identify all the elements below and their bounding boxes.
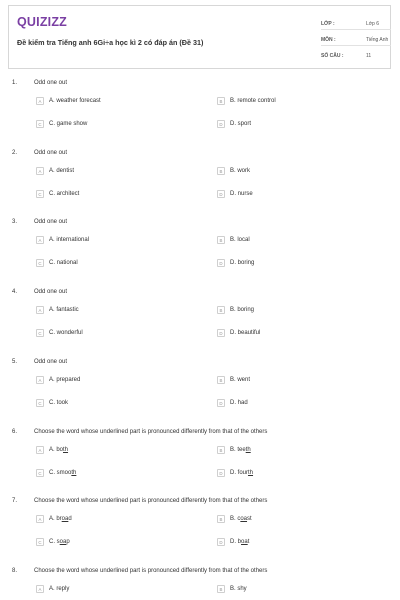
question-item bbox=[0, 359, 400, 429]
option-text bbox=[230, 447, 251, 453]
meta-label: SỐ CÂU : bbox=[321, 53, 344, 59]
option-text-part: C. game show bbox=[49, 121, 88, 127]
quizizz-logo: QUIZIZZ bbox=[17, 15, 68, 29]
option-text-part: C. smoo bbox=[49, 470, 72, 476]
question-number: 3. bbox=[12, 219, 18, 225]
option-letter-box[interactable]: A bbox=[36, 376, 44, 384]
option-text bbox=[49, 237, 89, 243]
option-text bbox=[230, 121, 251, 127]
option-text-part: A. dentist bbox=[49, 168, 75, 174]
option-text bbox=[230, 260, 254, 266]
option-letter-box[interactable]: B bbox=[217, 306, 225, 314]
option-text-part: p bbox=[66, 539, 70, 545]
underlined-part: oa bbox=[59, 539, 67, 545]
meta-divider bbox=[321, 45, 391, 46]
meta-divider bbox=[321, 29, 391, 30]
option-letter-box[interactable]: B bbox=[217, 97, 225, 105]
underlined-part: th bbox=[71, 470, 77, 476]
option-text-part: B. boring bbox=[230, 307, 255, 313]
worksheet-header bbox=[8, 5, 391, 69]
option-text-part: A. international bbox=[49, 237, 90, 243]
option-letter-box[interactable]: C bbox=[36, 120, 44, 128]
option-text-part: D. four bbox=[230, 470, 249, 476]
option-text-part: d bbox=[68, 516, 72, 522]
option-text bbox=[230, 330, 260, 336]
question-item bbox=[0, 568, 400, 600]
option-letter-box[interactable]: D bbox=[217, 329, 225, 337]
option-text bbox=[230, 470, 253, 476]
question-text: Odd one out bbox=[34, 80, 68, 86]
option-text bbox=[230, 400, 248, 406]
question-text: Odd one out bbox=[34, 289, 68, 295]
question-item bbox=[0, 498, 400, 568]
option-text bbox=[49, 447, 68, 453]
option-letter-box[interactable]: A bbox=[36, 97, 44, 105]
option-letter-box[interactable]: D bbox=[217, 469, 225, 477]
option-text-part: C. s bbox=[49, 539, 60, 545]
question-text: Choose the word whose underlined part is pronounced differently from that of the others bbox=[34, 498, 268, 504]
question-number: 5. bbox=[12, 359, 18, 365]
option-letter-box[interactable]: D bbox=[217, 399, 225, 407]
option-text-part: C. wonderful bbox=[49, 330, 83, 336]
option-text bbox=[49, 539, 70, 545]
option-text bbox=[230, 98, 276, 104]
option-text-part: A. weather forecast bbox=[49, 98, 101, 104]
option-letter-box[interactable]: C bbox=[36, 329, 44, 337]
underlined-part: oa bbox=[241, 539, 248, 545]
option-text-part: B. shy bbox=[230, 586, 247, 592]
option-text bbox=[49, 470, 76, 476]
option-text bbox=[230, 539, 249, 545]
option-text bbox=[230, 516, 252, 522]
meta-value: Tiếng Anh bbox=[366, 37, 389, 43]
option-text bbox=[49, 98, 101, 104]
option-text-part: A. reply bbox=[49, 586, 70, 592]
option-text bbox=[49, 400, 68, 406]
question-item bbox=[0, 289, 400, 359]
option-text bbox=[49, 260, 78, 266]
option-text bbox=[230, 586, 247, 592]
option-letter-box[interactable]: B bbox=[217, 446, 225, 454]
option-text bbox=[49, 121, 87, 127]
underlined-part: th bbox=[245, 447, 251, 453]
option-text bbox=[49, 516, 72, 522]
option-text bbox=[230, 191, 253, 197]
option-letter-box[interactable]: A bbox=[36, 306, 44, 314]
option-text-part: st bbox=[247, 516, 252, 522]
option-text bbox=[49, 307, 79, 313]
option-text-part: B. remote control bbox=[230, 98, 276, 104]
option-letter-box[interactable]: A bbox=[36, 167, 44, 175]
option-letter-box[interactable]: D bbox=[217, 190, 225, 198]
question-number: 8. bbox=[12, 568, 18, 574]
option-letter-box[interactable]: D bbox=[217, 120, 225, 128]
question-number: 7. bbox=[12, 498, 18, 504]
question-item bbox=[0, 150, 400, 220]
question-number: 4. bbox=[12, 289, 18, 295]
question-item bbox=[0, 80, 400, 150]
question-text: Odd one out bbox=[34, 219, 68, 225]
option-text bbox=[49, 377, 80, 383]
option-text bbox=[49, 586, 69, 592]
option-letter-box[interactable]: A bbox=[36, 236, 44, 244]
question-number: 6. bbox=[12, 429, 18, 435]
option-text-part: t bbox=[247, 539, 250, 545]
option-letter-box[interactable]: A bbox=[36, 585, 44, 593]
meta-value: Lớp 6 bbox=[366, 21, 380, 27]
underlined-part: oa bbox=[240, 516, 248, 522]
question-item bbox=[0, 429, 400, 499]
option-text-part: B. went bbox=[230, 377, 251, 383]
option-text bbox=[49, 168, 74, 174]
option-text-part: D. had bbox=[230, 400, 248, 406]
question-item bbox=[0, 219, 400, 289]
option-text bbox=[49, 191, 79, 197]
option-letter-box[interactable]: A bbox=[36, 446, 44, 454]
option-letter-box[interactable]: B bbox=[217, 376, 225, 384]
option-text-part: A. br bbox=[49, 516, 62, 522]
question-text: Choose the word whose underlined part is pronounced differently from that of the others bbox=[34, 568, 268, 574]
option-text-part: A. fantastic bbox=[49, 307, 79, 313]
option-text-part: D. nurse bbox=[230, 191, 253, 197]
option-letter-box[interactable]: C bbox=[36, 190, 44, 198]
meta-value: 11 bbox=[366, 53, 372, 59]
option-text-part: D. b bbox=[230, 539, 242, 545]
question-number: 2. bbox=[12, 150, 18, 156]
option-text-part: A. bo bbox=[49, 447, 64, 453]
option-text bbox=[49, 330, 83, 336]
option-letter-box[interactable]: C bbox=[36, 399, 44, 407]
option-text bbox=[230, 237, 250, 243]
option-text-part: D. boring bbox=[230, 260, 255, 266]
question-number: 1. bbox=[12, 80, 18, 86]
option-text bbox=[230, 377, 250, 383]
option-text-part: A. prepared bbox=[49, 377, 81, 383]
option-letter-box[interactable]: B bbox=[217, 585, 225, 593]
question-text: Odd one out bbox=[34, 359, 68, 365]
option-letter-box[interactable]: D bbox=[217, 259, 225, 267]
option-letter-box[interactable]: B bbox=[217, 236, 225, 244]
option-text-part: D. beautiful bbox=[230, 330, 261, 336]
underlined-part: th bbox=[63, 447, 69, 453]
option-letter-box[interactable]: D bbox=[217, 538, 225, 546]
option-text bbox=[230, 307, 254, 313]
option-text-part: B. tee bbox=[230, 447, 246, 453]
option-letter-box[interactable]: C bbox=[36, 538, 44, 546]
option-text bbox=[230, 168, 250, 174]
meta-label: MÔN : bbox=[321, 37, 336, 43]
option-text-part: C. architect bbox=[49, 191, 80, 197]
option-letter-box[interactable]: B bbox=[217, 167, 225, 175]
option-letter-box[interactable]: A bbox=[36, 515, 44, 523]
option-letter-box[interactable]: B bbox=[217, 515, 225, 523]
option-letter-box[interactable]: C bbox=[36, 259, 44, 267]
option-letter-box[interactable]: C bbox=[36, 469, 44, 477]
option-text-part: B. local bbox=[230, 237, 250, 243]
option-text-part: C. national bbox=[49, 260, 78, 266]
question-text: Choose the word whose underlined part is pronounced differently from that of the others bbox=[34, 429, 268, 435]
meta-label: LỚP : bbox=[321, 21, 335, 27]
option-text-part: B. c bbox=[230, 516, 241, 522]
page-title: Đề kiểm tra Tiếng anh 6Gi÷a học kì 2 có đáp án (Đề 31) bbox=[17, 38, 204, 47]
underlined-part: th bbox=[248, 470, 254, 476]
option-text-part: C. took bbox=[49, 400, 69, 406]
question-text: Odd one out bbox=[34, 150, 68, 156]
underlined-part: oa bbox=[61, 516, 69, 522]
option-text-part: B. work bbox=[230, 168, 251, 174]
option-text-part: D. sport bbox=[230, 121, 252, 127]
